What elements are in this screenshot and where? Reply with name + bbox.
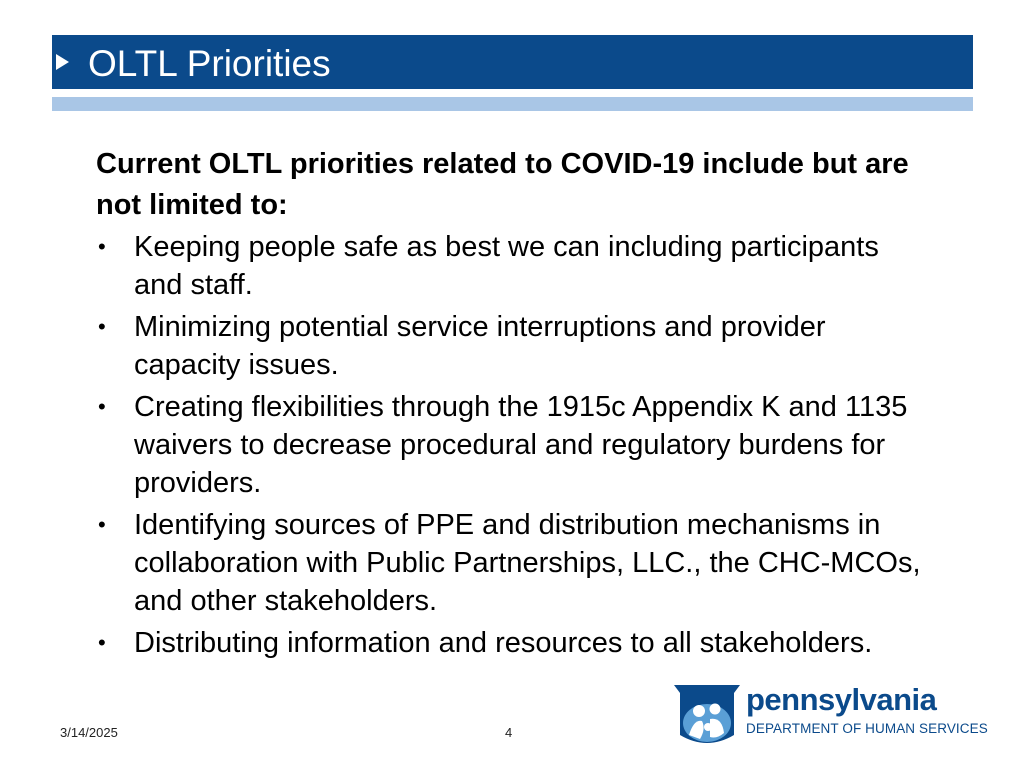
bullet-icon: • <box>98 512 106 537</box>
bullet-icon: • <box>98 630 106 655</box>
page-number: 4 <box>505 725 513 740</box>
footer-date: 3/14/2025 <box>60 725 118 740</box>
bullet-item <box>96 506 926 620</box>
bullet-text: Identifying sources of PPE and distribution mechanisms in collaboration with Public Partnerships, LLC., the CHC-MCOs, and other stakeholders. <box>134 509 921 617</box>
slide-body <box>96 144 926 666</box>
slide-title: OLTL Priorities <box>88 43 331 84</box>
bullet-icon: • <box>98 394 106 419</box>
bullet-item <box>96 308 926 384</box>
title-arrow-icon <box>56 54 69 70</box>
logo-department: DEPARTMENT OF HUMAN SERVICES <box>746 721 988 736</box>
title-divider <box>52 89 973 97</box>
bullet-item <box>96 228 926 304</box>
bullet-icon: • <box>98 234 106 259</box>
logo-wordmark: pennsylvania <box>746 682 937 717</box>
bullet-text: Keeping people safe as best we can including participants and staff. <box>134 231 879 301</box>
keystone-family-icon <box>672 683 742 747</box>
body-heading: Current OLTL priorities related to COVID-19 include but are not limited to: <box>96 148 909 221</box>
pa-dhs-logo <box>672 682 988 747</box>
bullet-text: Distributing information and resources to all stakeholders. <box>134 627 873 659</box>
bullet-icon: • <box>98 314 106 339</box>
bullet-text: Creating flexibilities through the 1915c Appendix K and 1135 waivers to decrease procedural and regulatory burdens for providers. <box>134 391 908 499</box>
bullet-list <box>96 228 926 662</box>
accent-bar <box>52 97 973 111</box>
bullet-item <box>96 624 926 662</box>
bullet-item <box>96 388 926 502</box>
bullet-text: Minimizing potential service interruptions and provider capacity issues. <box>134 311 826 381</box>
